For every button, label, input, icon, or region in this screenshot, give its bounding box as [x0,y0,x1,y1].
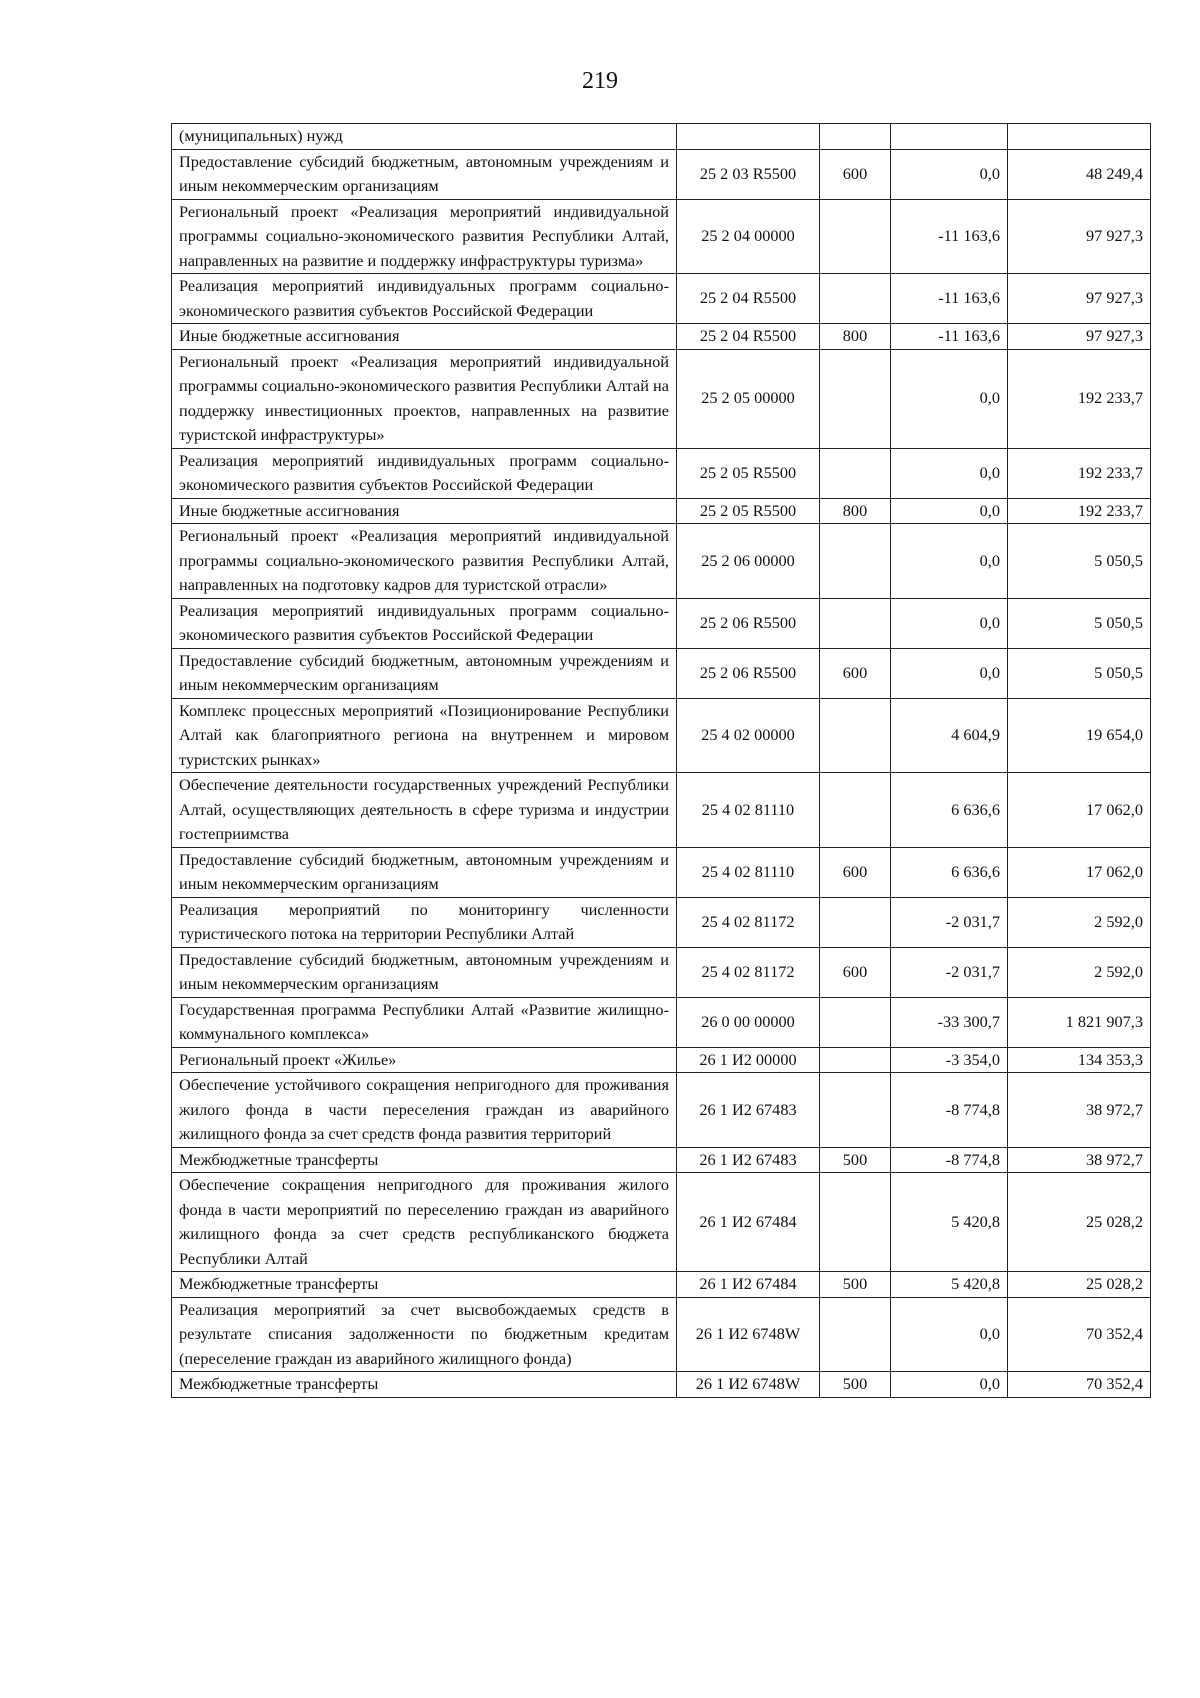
total-amount-cell: 25 028,2 [1008,1173,1151,1272]
total-amount-cell: 1 821 907,3 [1008,997,1151,1047]
expense-type-cell [820,773,891,848]
row-name-cell: Государственная программа Республики Алтай «Развитие жилищно-коммунального комплекса» [172,997,677,1047]
expense-type-cell [820,349,891,448]
row-name-cell: Региональный проект «Реализация мероприятий индивидуальной программы социально-экономического развития Республики Алтай, направленных на подготовку кадров для туристской отрасли» [172,524,677,599]
target-code-cell: 25 2 06 00000 [677,524,820,599]
target-code-cell: 25 2 05 R5500 [677,498,820,524]
row-name-cell: Межбюджетные трансферты [172,1272,677,1298]
change-amount-cell: -11 163,6 [891,324,1008,350]
table-row [172,1073,1151,1148]
target-code-cell: 26 1 И2 00000 [677,1047,820,1073]
total-amount-cell: 2 592,0 [1008,947,1151,997]
expense-type-cell [820,274,891,324]
total-amount-cell: 48 249,4 [1008,149,1151,199]
change-amount-cell: 0,0 [891,349,1008,448]
table-row [172,124,1151,150]
budget-table [171,123,1151,1398]
table-row [172,1297,1151,1372]
expense-type-cell: 500 [820,1372,891,1398]
expense-type-cell [820,698,891,773]
row-name-cell: Предоставление субсидий бюджетным, автономным учреждениям и иным некоммерческим организациям [172,149,677,199]
total-amount-cell: 70 352,4 [1008,1297,1151,1372]
row-name-cell: Региональный проект «Реализация мероприятий индивидуальной программы социально-экономического развития Республики Алтай на поддержку инвестиционных проектов, направленных на развитие туристской инфраструктуры» [172,349,677,448]
page-number: 219 [582,68,618,94]
table-row [172,598,1151,648]
change-amount-cell: 0,0 [891,149,1008,199]
change-amount-cell: -8 774,8 [891,1073,1008,1148]
total-amount-cell: 97 927,3 [1008,324,1151,350]
total-amount-cell: 97 927,3 [1008,274,1151,324]
table-row [172,448,1151,498]
table-row [172,349,1151,448]
table-row [172,897,1151,947]
target-code-cell: 25 2 03 R5500 [677,149,820,199]
target-code-cell: 25 2 04 R5500 [677,274,820,324]
table-row [172,1372,1151,1398]
row-name-cell: Межбюджетные трансферты [172,1147,677,1173]
target-code-cell: 25 2 05 00000 [677,349,820,448]
target-code-cell: 25 4 02 81172 [677,947,820,997]
total-amount-cell: 25 028,2 [1008,1272,1151,1298]
table-row [172,1272,1151,1298]
total-amount-cell: 17 062,0 [1008,773,1151,848]
change-amount-cell: -2 031,7 [891,947,1008,997]
expense-type-cell: 800 [820,498,891,524]
total-amount-cell [1008,124,1151,150]
row-name-cell: Межбюджетные трансферты [172,1372,677,1398]
row-name-cell: Предоставление субсидий бюджетным, автономным учреждениям и иным некоммерческим организациям [172,648,677,698]
row-name-cell: Реализация мероприятий по мониторингу численности туристического потока на территории Республики Алтай [172,897,677,947]
expense-type-cell: 600 [820,648,891,698]
table-row [172,773,1151,848]
change-amount-cell: 5 420,8 [891,1272,1008,1298]
target-code-cell [677,124,820,150]
total-amount-cell: 2 592,0 [1008,897,1151,947]
change-amount-cell: -8 774,8 [891,1147,1008,1173]
row-name-cell: Предоставление субсидий бюджетным, автономным учреждениям и иным некоммерческим организациям [172,847,677,897]
change-amount-cell: 5 420,8 [891,1173,1008,1272]
target-code-cell: 25 2 04 R5500 [677,324,820,350]
total-amount-cell: 192 233,7 [1008,349,1151,448]
table-row [172,149,1151,199]
row-name-cell: Обеспечение деятельности государственных учреждений Республики Алтай, осуществляющих деятельность в сфере туризма и индустрии гостеприимства [172,773,677,848]
change-amount-cell: -33 300,7 [891,997,1008,1047]
total-amount-cell: 192 233,7 [1008,448,1151,498]
row-name-cell: Региональный проект «Жилье» [172,1047,677,1073]
expense-type-cell: 800 [820,324,891,350]
table-row [172,274,1151,324]
total-amount-cell: 192 233,7 [1008,498,1151,524]
table-row [172,524,1151,599]
change-amount-cell: -3 354,0 [891,1047,1008,1073]
row-name-cell: Реализация мероприятий индивидуальных программ социально-экономического развития субъектов Российской Федерации [172,274,677,324]
row-name-cell: Региональный проект «Реализация мероприятий индивидуальной программы социально-экономического развития Республики Алтай, направленных на развитие и поддержку инфраструктуры туризма» [172,199,677,274]
expense-type-cell [820,1047,891,1073]
change-amount-cell [891,124,1008,150]
target-code-cell: 25 2 05 R5500 [677,448,820,498]
expense-type-cell [820,1073,891,1148]
table-row [172,324,1151,350]
change-amount-cell: 0,0 [891,498,1008,524]
row-name-cell: Предоставление субсидий бюджетным, автономным учреждениям и иным некоммерческим организациям [172,947,677,997]
row-name-cell: Комплекс процессных мероприятий «Позиционирование Республики Алтай как благоприятного региона на внутреннем и мировом туристских рынках» [172,698,677,773]
change-amount-cell: -2 031,7 [891,897,1008,947]
expense-type-cell [820,199,891,274]
change-amount-cell: -11 163,6 [891,274,1008,324]
expense-type-cell [820,1173,891,1272]
change-amount-cell: 0,0 [891,524,1008,599]
expense-type-cell [820,598,891,648]
target-code-cell: 26 1 И2 67484 [677,1272,820,1298]
target-code-cell: 26 0 00 00000 [677,997,820,1047]
expense-type-cell [820,448,891,498]
total-amount-cell: 38 972,7 [1008,1073,1151,1148]
total-amount-cell: 5 050,5 [1008,524,1151,599]
row-name-cell: Иные бюджетные ассигнования [172,498,677,524]
table-row [172,698,1151,773]
row-name-cell: Реализация мероприятий за счет высвобождаемых средств в результате списания задолженности по бюджетным кредитам (переселение граждан из аварийного жилищного фонда) [172,1297,677,1372]
target-code-cell: 25 4 02 81172 [677,897,820,947]
total-amount-cell: 17 062,0 [1008,847,1151,897]
total-amount-cell: 38 972,7 [1008,1147,1151,1173]
target-code-cell: 26 1 И2 67484 [677,1173,820,1272]
change-amount-cell: 0,0 [891,1297,1008,1372]
expense-type-cell [820,1297,891,1372]
expense-type-cell [820,124,891,150]
total-amount-cell: 19 654,0 [1008,698,1151,773]
change-amount-cell: 6 636,6 [891,847,1008,897]
expense-type-cell: 600 [820,149,891,199]
target-code-cell: 25 4 02 81110 [677,847,820,897]
table-row [172,1173,1151,1272]
change-amount-cell: -11 163,6 [891,199,1008,274]
total-amount-cell: 5 050,5 [1008,648,1151,698]
change-amount-cell: 0,0 [891,598,1008,648]
total-amount-cell: 134 353,3 [1008,1047,1151,1073]
change-amount-cell: 4 604,9 [891,698,1008,773]
target-code-cell: 25 2 06 R5500 [677,648,820,698]
change-amount-cell: 6 636,6 [891,773,1008,848]
expense-type-cell: 500 [820,1272,891,1298]
table-row [172,498,1151,524]
change-amount-cell: 0,0 [891,448,1008,498]
row-name-cell: Иные бюджетные ассигнования [172,324,677,350]
table-row [172,997,1151,1047]
target-code-cell: 26 1 И2 6748W [677,1297,820,1372]
table-row [172,648,1151,698]
expense-type-cell [820,524,891,599]
total-amount-cell: 5 050,5 [1008,598,1151,648]
change-amount-cell: 0,0 [891,1372,1008,1398]
target-code-cell: 26 1 И2 67483 [677,1073,820,1148]
change-amount-cell: 0,0 [891,648,1008,698]
target-code-cell: 25 2 06 R5500 [677,598,820,648]
total-amount-cell: 70 352,4 [1008,1372,1151,1398]
target-code-cell: 26 1 И2 6748W [677,1372,820,1398]
table-row [172,947,1151,997]
table-row [172,1047,1151,1073]
expense-type-cell: 600 [820,847,891,897]
row-name-cell: Реализация мероприятий индивидуальных программ социально-экономического развития субъектов Российской Федерации [172,448,677,498]
row-name-cell: Обеспечение сокращения непригодного для проживания жилого фонда в части мероприятий по переселению граждан из аварийного жилищного фонда за счет средств республиканского бюджета Республики Алтай [172,1173,677,1272]
expense-type-cell: 500 [820,1147,891,1173]
expense-type-cell: 600 [820,947,891,997]
total-amount-cell: 97 927,3 [1008,199,1151,274]
row-name-cell: (муниципальных) нужд [172,124,677,150]
table-row [172,847,1151,897]
expense-type-cell [820,997,891,1047]
table-row [172,199,1151,274]
target-code-cell: 26 1 И2 67483 [677,1147,820,1173]
expense-type-cell [820,897,891,947]
target-code-cell: 25 4 02 00000 [677,698,820,773]
target-code-cell: 25 2 04 00000 [677,199,820,274]
table-row [172,1147,1151,1173]
row-name-cell: Реализация мероприятий индивидуальных программ социально-экономического развития субъектов Российской Федерации [172,598,677,648]
target-code-cell: 25 4 02 81110 [677,773,820,848]
budget-table-body [172,124,1151,1398]
row-name-cell: Обеспечение устойчивого сокращения непригодного для проживания жилого фонда в части переселения граждан из аварийного жилищного фонда за счет средств фонда развития территорий [172,1073,677,1148]
